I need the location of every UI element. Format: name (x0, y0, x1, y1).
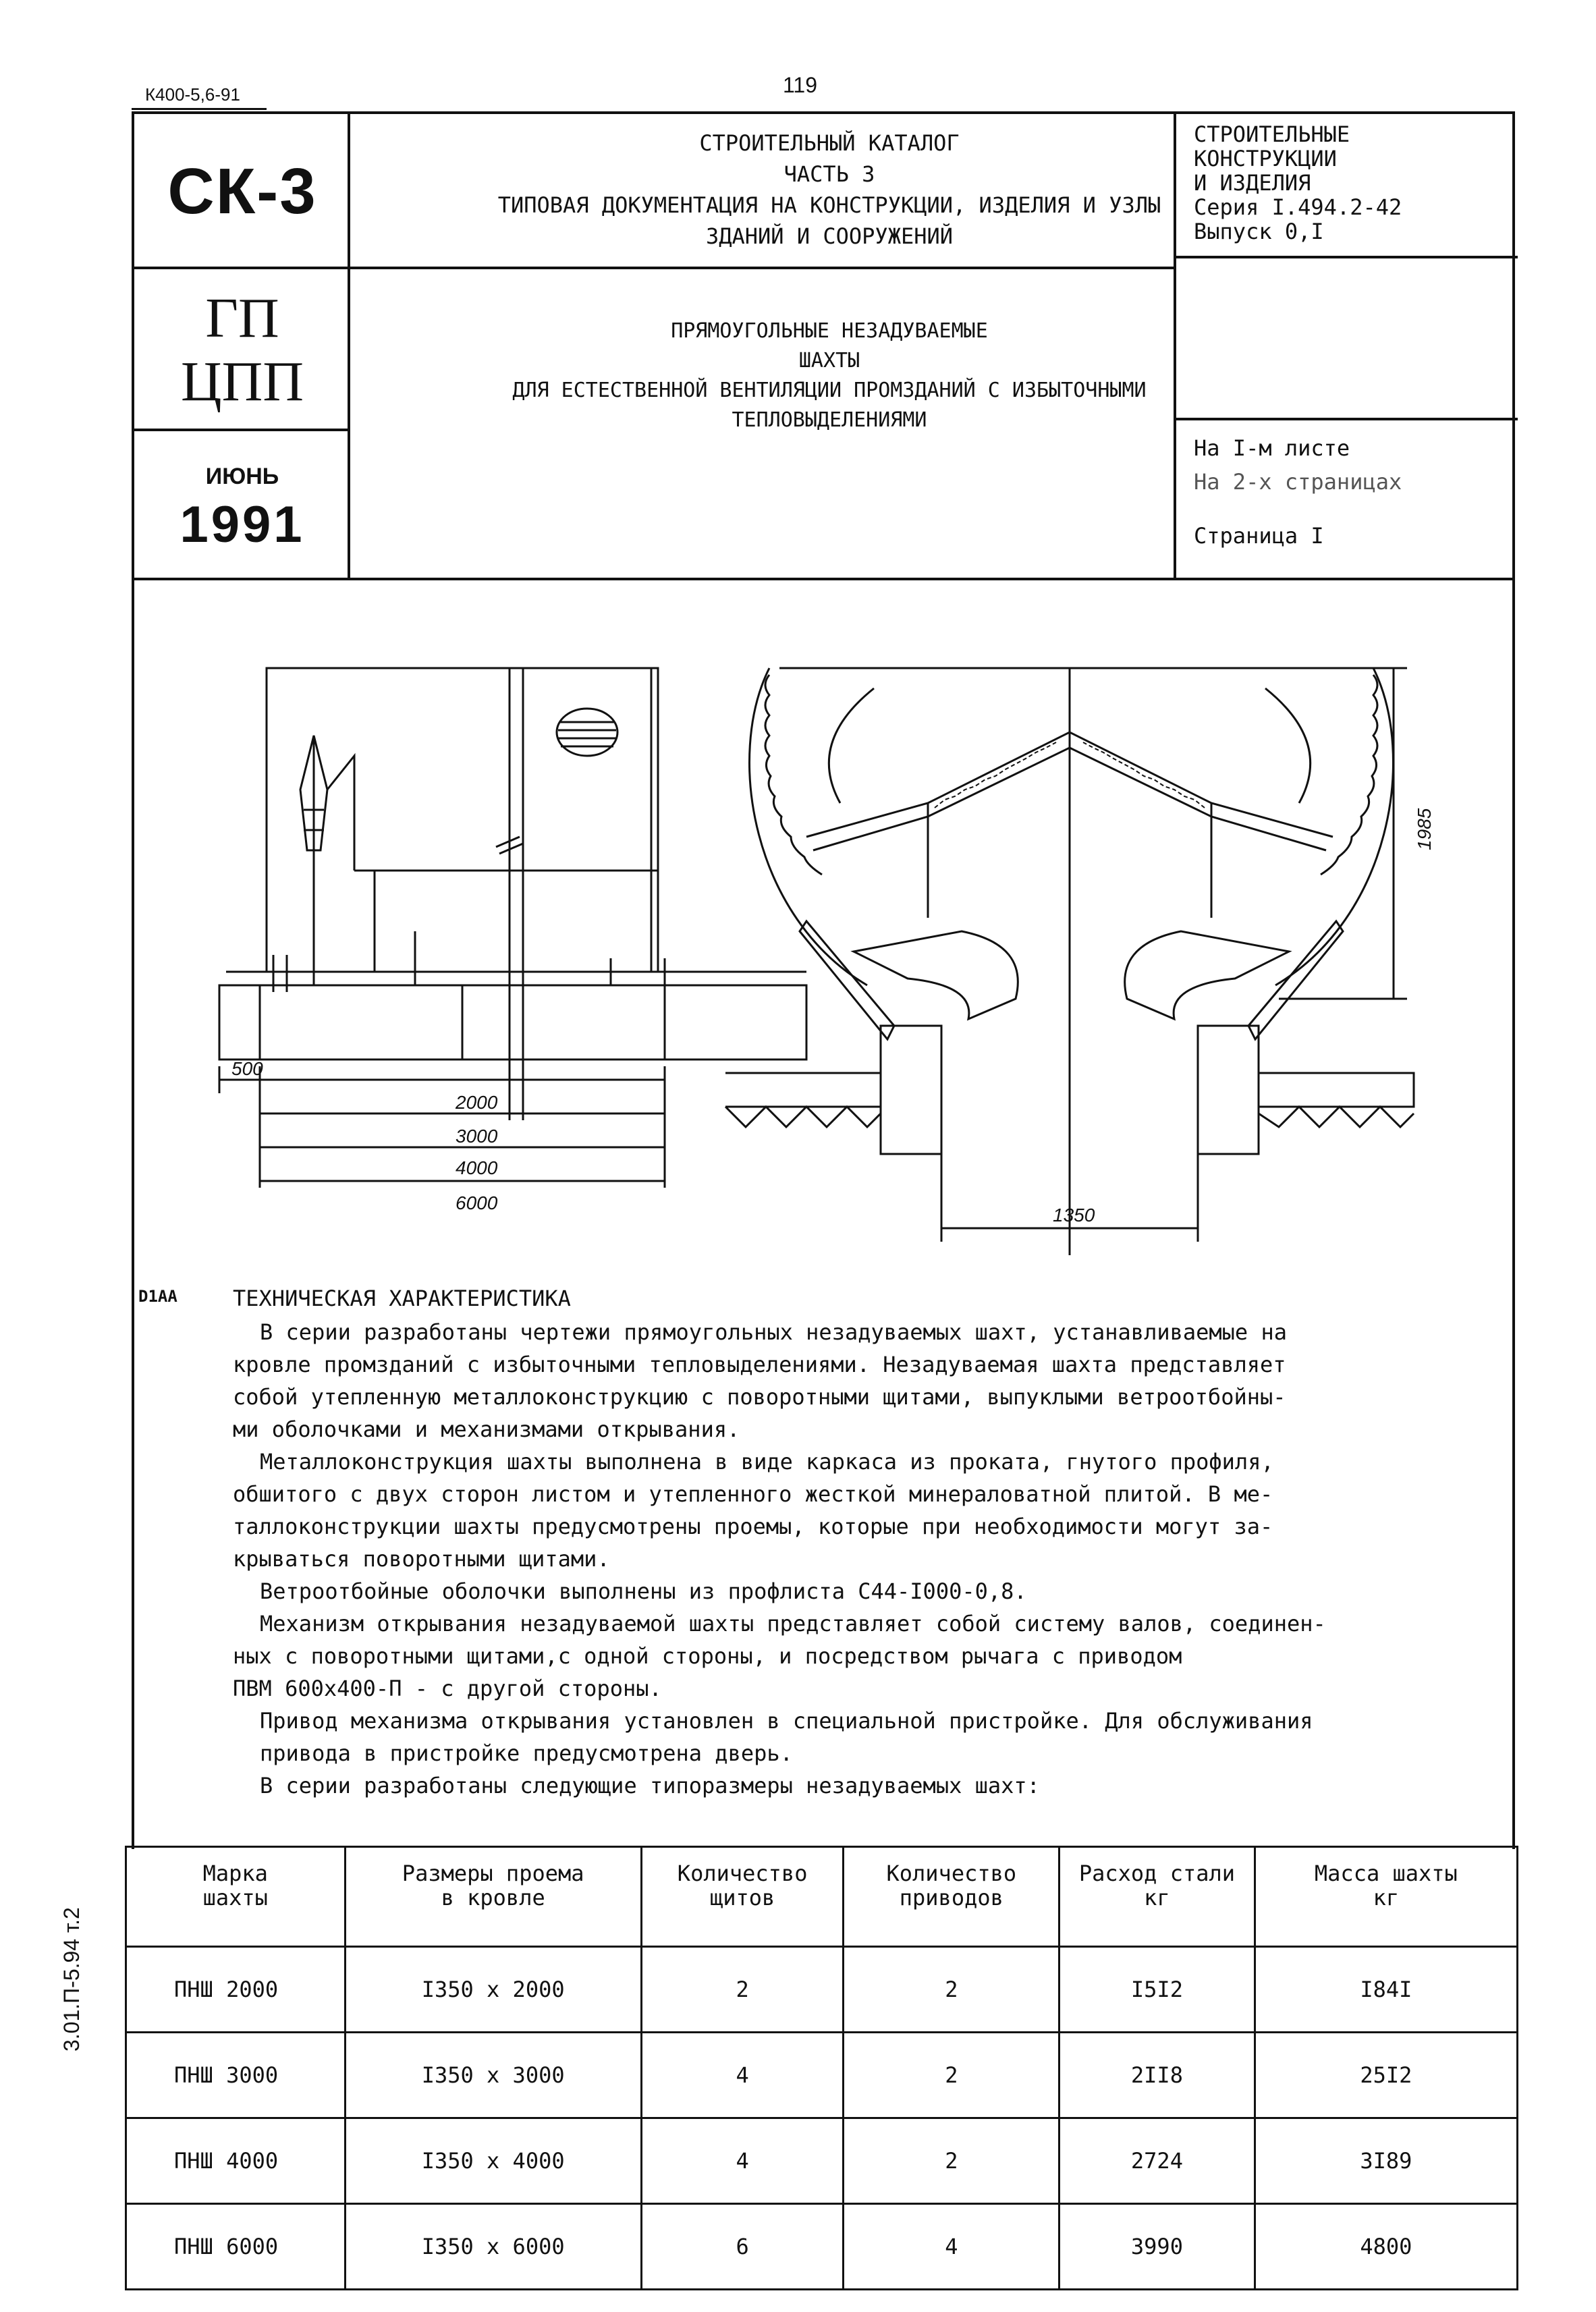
catalog-line: ЗДАНИЙ И СООРУЖЕНИЙ (705, 223, 954, 249)
title-line: ТЕПЛОВЫДЕЛЕНИЯМИ (732, 408, 927, 432)
cell-opening: I350 х 4000 (345, 2118, 641, 2204)
series-line: СТРОИТЕЛЬНЫЕ (1194, 121, 1350, 147)
col-header-steel: Расход стали кг (1060, 1847, 1255, 1947)
document-title (357, 316, 1302, 435)
dim-1985: 1985 (1414, 808, 1435, 850)
section-mark: D1АА (138, 1287, 177, 1306)
dim-6000: 6000 (456, 1192, 498, 1213)
paragraph-line: Привод механизма открывания установлен в специальной пристройке. Для обслуживания (260, 1708, 1313, 1734)
shaft-sizes-table (125, 1846, 1518, 2290)
paragraph-line: ПВМ 600х400-П - с другой стороны. (233, 1676, 662, 1701)
dim-1350: 1350 (1053, 1205, 1095, 1226)
paragraph-line: ми оболочками и механизмами открывания. (233, 1416, 740, 1442)
paragraph-line: таллоконструкции шахты предусмотрены проемы, которые при необходимости могут за- (233, 1514, 1273, 1539)
cell-opening: I350 х 3000 (345, 2033, 641, 2118)
cell-steel: I5I2 (1060, 1947, 1255, 2033)
cell-mass: 4800 (1255, 2204, 1517, 2290)
cell-mass: 25I2 (1255, 2033, 1517, 2118)
catalog-line: СТРОИТЕЛЬНЫЙ КАТАЛОГ (699, 130, 960, 156)
paragraph-line: В серии разработаны чертежи прямоугольных незадуваемых шахт, устанавливаемые на (260, 1319, 1287, 1345)
cell-panels: 4 (641, 2033, 844, 2118)
paragraph-line: В серии разработаны следующие типоразмеры незадуваемых шахт: (260, 1773, 1040, 1798)
cell-drives: 2 (844, 2033, 1060, 2118)
catalog-line: ТИПОВАЯ ДОКУМЕНТАЦИЯ НА КОНСТРУКЦИИ, ИЗДЕЛИЯ И УЗЛЫ (497, 192, 1161, 218)
series-info (1194, 122, 1402, 244)
cell-steel: 3990 (1060, 2204, 1255, 2290)
series-line: КОНСТРУКЦИИ (1194, 146, 1337, 171)
paragraph-line: Металлоконструкция шахты выполнена в виде каркаса из проката, гнутого профиля, (260, 1449, 1274, 1475)
paragraph-line: обшитого с двух сторон листом и утепленного жесткой минераловатной плитой. В ме- (233, 1481, 1273, 1507)
section-title: ТЕХНИЧЕСКАЯ ХАРАКТЕРИСТИКА (233, 1286, 571, 1311)
cell-steel: 2724 (1060, 2118, 1255, 2204)
col-header-mark: Марка шахты (126, 1847, 346, 1947)
dim-2000: 2000 (456, 1092, 498, 1113)
cell-mark: ПНШ 3000 (126, 2033, 346, 2118)
table-row (126, 1947, 1518, 2033)
gp-org (134, 269, 350, 431)
col-header-panels: Количество щитов (641, 1847, 844, 1947)
side-stamp: 3.01.П-5.94 т.2 (59, 1907, 84, 2052)
table-row (126, 2204, 1518, 2290)
series-line: И ИЗДЕЛИЯ (1194, 170, 1311, 196)
issue-year: 1991 (180, 496, 305, 553)
document-code: К400-5,6-91 (145, 84, 240, 105)
catalog-heading (357, 128, 1302, 252)
paragraph-line: привода в пристройке предусмотрена дверь. (260, 1740, 793, 1766)
sheet-info (1194, 431, 1402, 553)
table-row (126, 2118, 1518, 2204)
paragraph-line: собой утепленную металлоконструкцию с поворотными щитами, выпуклыми ветроотбойны- (233, 1384, 1286, 1410)
cell-panels: 4 (641, 2118, 844, 2204)
issue-date (134, 431, 350, 580)
paragraph-line: ных с поворотными щитами,с одной стороны, и посредством рычага с приводом (233, 1643, 1182, 1669)
cell-panels: 2 (641, 1947, 844, 2033)
paragraph-line: крываться поворотными щитами. (233, 1546, 610, 1572)
doc-code-underline (132, 108, 267, 110)
issue-month: ИЮНЬ (205, 464, 279, 489)
table-row (126, 2033, 1518, 2118)
gp-line-2: ЦПП (181, 350, 304, 413)
title-line: ПРЯМОУГОЛЬНЫЕ НЕЗАДУВАЕМЫЕ (671, 319, 988, 343)
technical-drawing (132, 580, 1515, 1282)
paragraph-line: кровле промзданий с избыточными тепловыделениями. Незадуваемая шахта представляет (233, 1352, 1286, 1377)
cell-mark: ПНШ 4000 (126, 2118, 346, 2204)
col-header-drives: Количество приводов (844, 1847, 1060, 1947)
table-header-row (126, 1847, 1518, 1947)
col-header-opening: Размеры проема в кровле (345, 1847, 641, 1947)
dim-3000: 3000 (456, 1126, 498, 1147)
paragraph-line: Механизм открывания незадуваемой шахты представляет собой систему валов, соединен- (260, 1611, 1326, 1636)
cell-opening: I350 х 2000 (345, 1947, 641, 2033)
sheet-line: Страница I (1194, 523, 1324, 549)
cell-mark: ПНШ 6000 (126, 2204, 346, 2290)
title-line: ДЛЯ ЕСТЕСТВЕННОЙ ВЕНТИЛЯЦИИ ПРОМЗДАНИЙ С ИЗБЫТОЧНЫМИ (512, 379, 1147, 402)
cell-panels: 6 (641, 2204, 844, 2290)
col-header-mass: Масса шахты кг (1255, 1847, 1517, 1947)
title-line: ШАХТЫ (798, 349, 860, 373)
cell-mass: I84I (1255, 1947, 1517, 2033)
sheet-line: На 2-х страницах (1194, 469, 1402, 495)
cell-opening: I350 х 6000 (345, 2204, 641, 2290)
cell-drives: 2 (844, 1947, 1060, 2033)
title-block (132, 111, 1515, 580)
cell-mass: 3I89 (1255, 2118, 1517, 2204)
page-number: 119 (783, 73, 818, 97)
cell-mark: ПНШ 2000 (126, 1947, 346, 2033)
catalog-line: ЧАСТЬ 3 (783, 161, 875, 187)
paragraph-line: Ветроотбойные оболочки выполнены из профлиста С44-I000-0,8. (260, 1578, 1027, 1604)
side-view (219, 668, 806, 1188)
dim-500: 500 (231, 1058, 263, 1079)
cell-drives: 4 (844, 2204, 1060, 2290)
cell-drives: 2 (844, 2118, 1060, 2204)
ck-code: СК-3 (167, 155, 317, 227)
gp-line-1: ГП (205, 287, 279, 350)
series-line: Выпуск 0,I (1194, 219, 1324, 244)
series-line: Серия I.494.2-42 (1194, 194, 1402, 220)
dim-4000: 4000 (456, 1157, 498, 1178)
sheet-line: На I-м листе (1194, 435, 1350, 461)
section-view (725, 668, 1414, 1255)
cell-steel: 2II8 (1060, 2033, 1255, 2118)
